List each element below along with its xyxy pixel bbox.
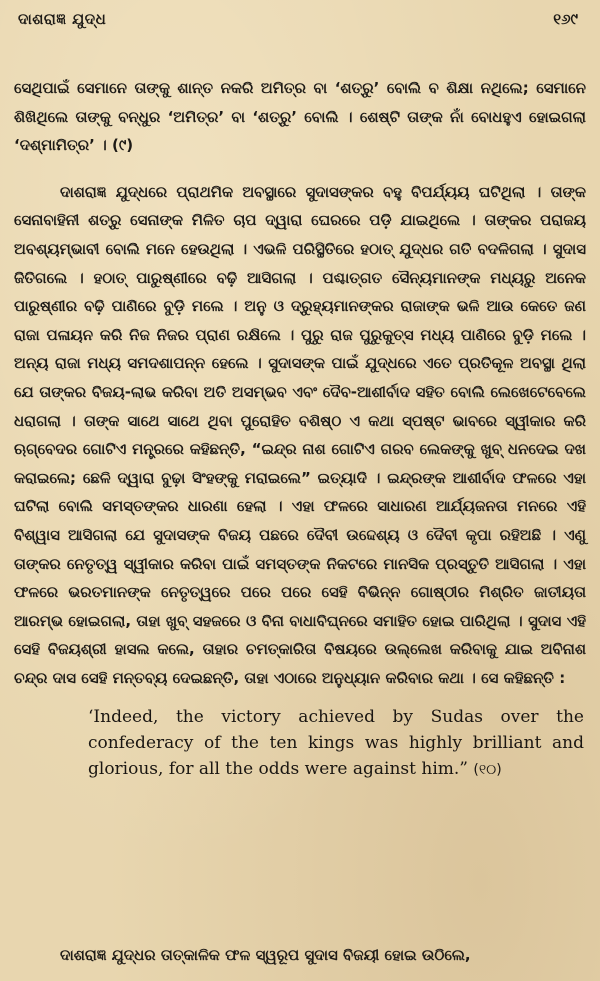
paragraph-2: ଦାଶରାଜ୍ଞ ଯୁଦ୍ଧରେ ପ୍ରାଥମିକ ଅବସ୍ଥାରେ ସୁଦାସଙ୍କର ବହୁ ବିପର୍ଯ୍ୟୟ ଘଟିଥିଲା । ତାଙ୍କ ସେନାବାହିନୀ ଶତ୍ରୁ ସେନାଙ୍କ ମିଳିତ ଚାପ ଦ୍ୱାରା ଘେରରେ ପଡ଼ି ଯାଇଥିଲେ । ତାଙ୍କର ପରାଜୟ ଅବଶ୍ୟମ୍ଭାବୀ ବୋଲି ମନେ ହେଉଥିଲା । ଏଭଳି ପରିସ୍ଥିତିରେ ହଠାତ୍ ଯୁଦ୍ଧର ଗତି ବଦଳିଗଲା । ସୁଦାସ ଜିତିଗଲେ । ହଠାତ୍ ପାରୁଷ୍ଣୀରେ ବଢ଼ି ଆସିଗଲା । ପଶ୍ଚାତ୍ଗତ ସୈନ୍ୟମାନଙ୍କ ମଧ୍ୟରୁ ଅନେକ ପାରୁଷ୍ଣୀର ବଢ଼ି ପାଣିରେ ବୁଡ଼ି ମଲେ । ଅନୁ ଓ ଦ୍ରୁହ୍ୟମାନଙ୍କର ରାଜାଙ୍କ ଭଳି ଆଉ କେତେ ଜଣ ରାଜା ପଳାୟନ କରି ନିଜ ନିଜର ପ୍ରାଣ ରକ୍ଷିଲେ । ପୁରୁ ରାଜ ପୁରୁକୁତ୍ସ ମଧ୍ୟ ପାଣିରେ ବୁଡ଼ି ମଲେ । ଅନ୍ୟ ରାଜା ମଧ୍ୟ ସମଦଶାପନ୍ନ ହେଲେ । ସୁଦାସଙ୍କ ପାଇଁ ଯୁଦ୍ଧରେ ଏତେ ପ୍ରତିକୂଳ ଅବସ୍ଥା ଥିଲା ଯେ ତାଙ୍କର ବିଜୟ-ଲାଭ କରିବା ଅତି ଅସମ୍ଭବ ଏବଂ ଦୈବ-ଆଶୀର୍ବାଦ ସହିତ ବୋଲି ଲେଖେଟେବେଲେ ଧରାଗଲା । ତାଙ୍କ ସାଥେ ସାଥେ ଥିବା ପୁରୋହିତ ବଶିଷ୍ଠ ଏ କଥା ସ୍ପଷ୍ଟ ଭାବରେ ସ୍ୱୀକାର କରି ଋଗ୍‌ବେଦର ଗୋଟିଏ ମନ୍ତ୍ରରେ କହିଛନ୍ତି, “ଇନ୍ଦ୍ର ନାଶ ଗୋଟିଏ ଗରବ ଲେକଙ୍କୁ ଖୁବ୍ ଧନଦେଇ ଦଖ କରାଇଲେ; ଛେଳି ଦ୍ୱାରା ବୁଢ଼ା ସିଂହଙ୍କୁ ମରାଇଲେ” ଇତ୍ୟାଦି । ଇନ୍ଦ୍ରଙ୍କ ଆଶୀର୍ବାଦ ଫଳରେ ଏହା ଘଟିଲା ବୋଲି ସମସ୍ତଙ୍କର ଧାରଣା ହେଲା । ଏହା ଫଳରେ ସାଧାରଣ ଆର୍ଯ୍ୟଜନତା ମନରେ ଏହି ବିଶ୍ୱାସ ଆସିଗଲା ଯେ ସୁଦାସଙ୍କ ବିଜୟ ପଛରେ ଦୈବୀ ଉଦ୍ଦେଶ୍ୟ ଓ ଦୈବୀ କୃପା ରହିଅଛି । ଏଣୁ ତାଙ୍କର ନେତୃତ୍ୱ ସ୍ୱୀକାର କରିବା ପାଇଁ ସମସ୍ତଙ୍କ ନିକଟରେ ମାନସିକ ପ୍ରସ୍ତୁତି ଆସିଗଲା । ଏହା ଫଳରେ ଭରତମାନଙ୍କ ନେତୃତ୍ୱରେ ପରେ ପରେ ସେହି ବିଭିନ୍ନ ଗୋଷ୍ଠୀର ମିଶ୍ରିତ ଜାତୀୟତା ଆରମ୍ଭ ହୋଇଗଲା, ତାହା ଖୁବ୍ ସହଜରେ ଓ ବିନା ବାଧାବିଘ୍ନରେ ସମାହିତ ହୋଇ ପାରିଥିଲା । ସୁଦାସ ଏହି ସେହି ବିଜୟଶ୍ରୀ ହାସଲ କଲେ, ତାହାର ଚମତ୍କାରିତା ବିଷୟରେ ଉଲ୍ଲେଖ କରିବାକୁ ଯାଇ ଅବିନାଶ ଚନ୍ଦ୍ର ଦାସ ସେହି ମନ୍ତବ୍ୟ ଦେଇଛନ୍ତି, ତାହା ଏଠାରେ ଅନୁଧ୍ୟାନ କରିବାର କଥା । ସେ କହିଛନ୍ତି :	[14, 182, 586, 687]
page-number: ୧୬୯	[553, 10, 578, 28]
body-text	[14, 74, 586, 783]
running-head: ଦାଶରାଜ୍ଞ ଯୁଦ୍ଧ	[18, 10, 107, 28]
block-quote	[88, 704, 584, 783]
paragraph-1: ସେଥିପାଇଁ ସେମାନେ ତାଙ୍କୁ ଶାନ୍ତ ନକରି ଅମିତ୍ର ବା ‘ଶତ୍ରୁ’ ବୋଲି ବ ଶିକ୍ଷା ନଥିଲେ; ସେମାନେ ଶିଖିଥିଲେ ତାଙ୍କୁ ବନ୍ଧୁର ‘ଅମିତ୍ର’ ବା ‘ଶତ୍ରୁ’ ବୋଲି । ଶେଷ୍ଟି ତାଙ୍କ ନାଁ ବୋଧହୁଏ ହୋଇଗଲା ‘ଦଶ୍ମାମିତ୍ର’ । (୯)	[14, 79, 586, 155]
paragraph-3-start: ଦାଶରାଜ୍ଞ ଯୁଦ୍ଧର ତାତ୍‌କାଳିକ ଫଳ ସ୍ୱରୂପ ସୁଦାସ ବିଜୟୀ ହୋଇ ଉଠିଲେ,	[60, 946, 471, 964]
quote-text: ‘Indeed, the victory achieved by Sudas over the confederacy of the ten kings was highly brilliant and glorious, for all the odds were against him.”	[88, 707, 584, 780]
quote-reference: (୧୦)	[473, 762, 502, 779]
